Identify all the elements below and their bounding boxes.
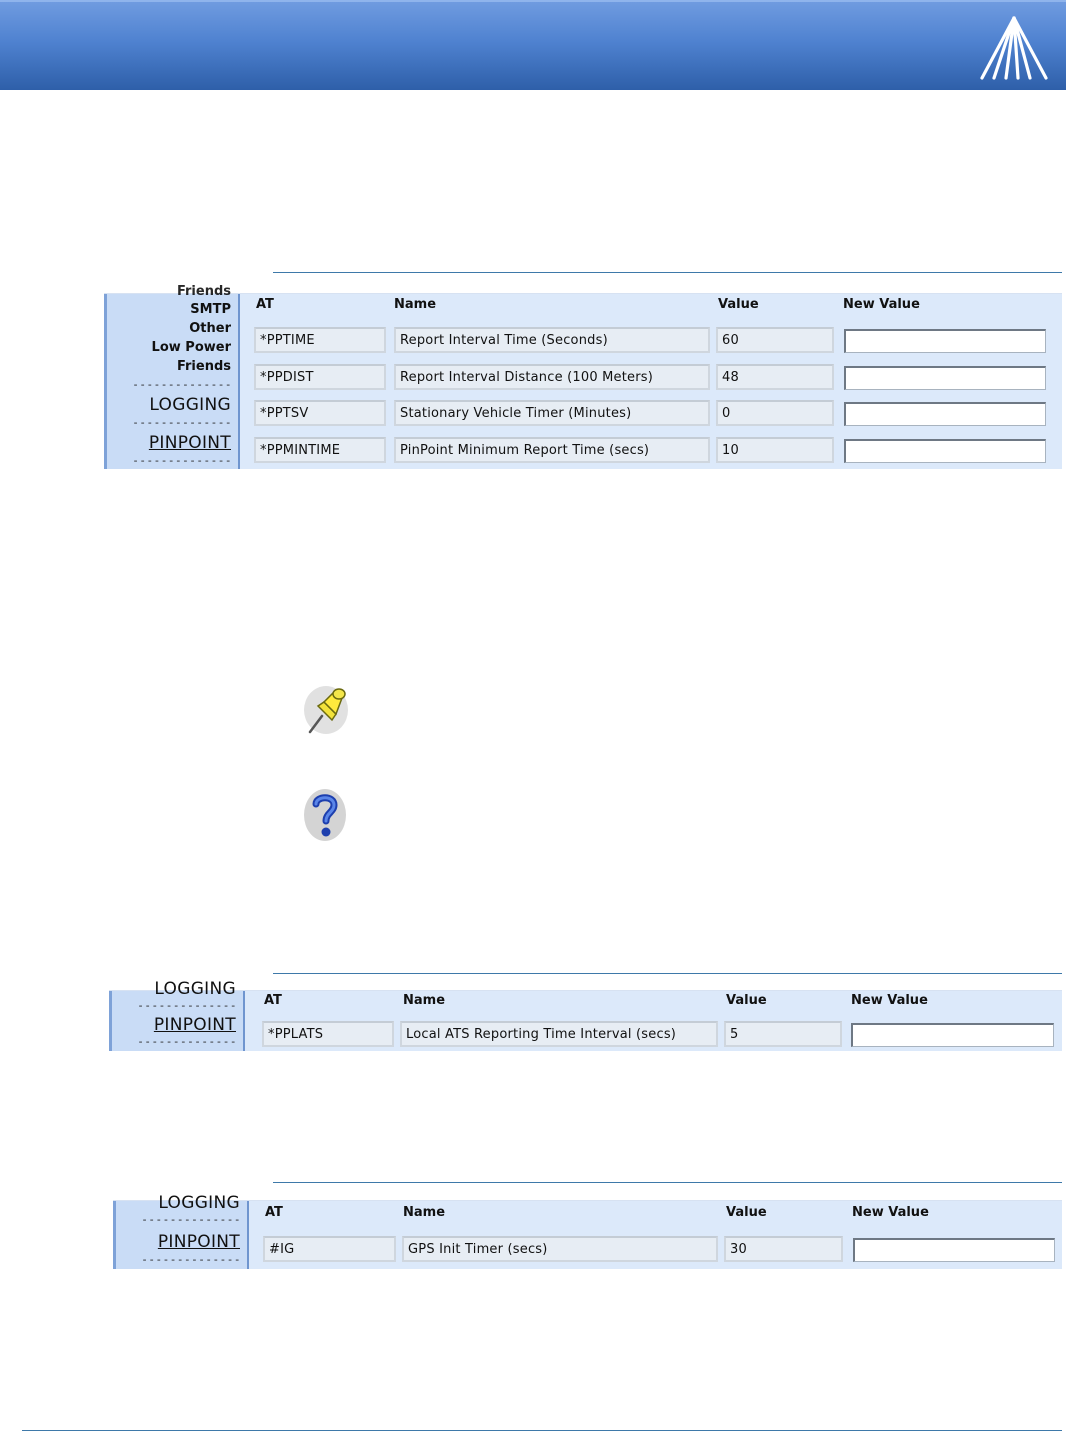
- at-command-cell: *PPLATS: [262, 1021, 394, 1047]
- column-header-value: Value: [718, 297, 759, 312]
- at-command-cell: *PPTIME: [254, 327, 386, 353]
- sidebar-item-smtp[interactable]: SMTP: [190, 302, 231, 317]
- at-command-cell: *PPMINTIME: [254, 437, 386, 463]
- footer-rule: [22, 1430, 1062, 1431]
- setting-name-cell: Stationary Vehicle Timer (Minutes): [394, 400, 710, 426]
- section-rule: [273, 973, 1062, 974]
- sidebar-divider: --------------: [137, 999, 237, 1012]
- current-value-cell: 60: [716, 327, 834, 353]
- column-header-new-value: New Value: [843, 297, 920, 312]
- sidebar-divider: --------------: [132, 378, 232, 391]
- gps-init-timer-panel: [113, 1193, 1062, 1269]
- column-header-new-value: New Value: [851, 993, 928, 1008]
- current-value-cell: 30: [724, 1236, 843, 1262]
- sidebar-item-logging[interactable]: LOGGING: [149, 395, 231, 415]
- column-header-new-value: New Value: [852, 1205, 929, 1220]
- sidebar-item-pinpoint[interactable]: PINPOINT: [153, 1015, 236, 1035]
- column-header-name: Name: [403, 993, 446, 1008]
- sidebar-item-low-power[interactable]: Low Power: [151, 340, 231, 355]
- column-header-name: Name: [394, 297, 437, 312]
- column-header-value: Value: [726, 1205, 767, 1220]
- ats-reporting-panel: [109, 979, 1062, 1051]
- section-rule: [273, 1182, 1062, 1183]
- current-value-cell: 48: [716, 364, 834, 390]
- section-rule: [273, 272, 1062, 273]
- sidebar-item-clipped: Friends: [176, 284, 231, 299]
- column-header-at: AT: [265, 1205, 283, 1220]
- current-value-cell: 5: [724, 1021, 842, 1047]
- column-header-name: Name: [403, 1205, 446, 1220]
- sidebar-item-other[interactable]: Other: [189, 321, 231, 336]
- setting-name-cell: Report Interval Time (Seconds): [394, 327, 710, 353]
- setting-name-cell: Local ATS Reporting Time Interval (secs): [400, 1021, 718, 1047]
- sidebar-divider: --------------: [141, 1253, 241, 1266]
- new-value-input[interactable]: [844, 366, 1046, 390]
- sidebar-item-pinpoint[interactable]: PINPOINT: [148, 433, 231, 453]
- new-value-input[interactable]: [853, 1238, 1055, 1262]
- current-value-cell: 10: [716, 437, 834, 463]
- sidebar-item-pinpoint[interactable]: PINPOINT: [157, 1232, 240, 1252]
- question-mark-icon: [303, 788, 347, 842]
- sidebar-divider: --------------: [132, 416, 232, 429]
- pushpin-icon: [302, 684, 350, 736]
- setting-name-cell: PinPoint Minimum Report Time (secs): [394, 437, 710, 463]
- setting-name-cell: GPS Init Timer (secs): [402, 1236, 718, 1262]
- new-value-input[interactable]: [844, 439, 1046, 463]
- sidebar-item-logging[interactable]: LOGGING: [154, 979, 236, 999]
- sidebar-nav: [109, 979, 245, 1051]
- new-value-input[interactable]: [851, 1023, 1054, 1047]
- sidebar-item-logging[interactable]: LOGGING: [158, 1193, 240, 1213]
- sidebar-divider: --------------: [141, 1213, 241, 1226]
- setting-name-cell: Report Interval Distance (100 Meters): [394, 364, 710, 390]
- at-command-cell: *PPDIST: [254, 364, 386, 390]
- new-value-input[interactable]: [844, 402, 1046, 426]
- sidebar-nav: [113, 1193, 249, 1269]
- sidebar-divider: --------------: [132, 454, 232, 467]
- column-header-value: Value: [726, 993, 767, 1008]
- sidebar-nav: [104, 284, 240, 469]
- sidebar-item-friends[interactable]: Friends: [176, 359, 231, 374]
- page-header: [0, 0, 1066, 90]
- current-value-cell: 0: [716, 400, 834, 426]
- column-header-at: AT: [256, 297, 274, 312]
- new-value-input[interactable]: [844, 329, 1046, 353]
- airlink-logo-icon: [976, 14, 1052, 82]
- sidebar-divider: --------------: [137, 1035, 237, 1048]
- at-command-cell: *PPTSV: [254, 400, 386, 426]
- pinpoint-settings-panel: [104, 284, 1062, 469]
- at-command-cell: #IG: [263, 1236, 396, 1262]
- column-header-at: AT: [264, 993, 282, 1008]
